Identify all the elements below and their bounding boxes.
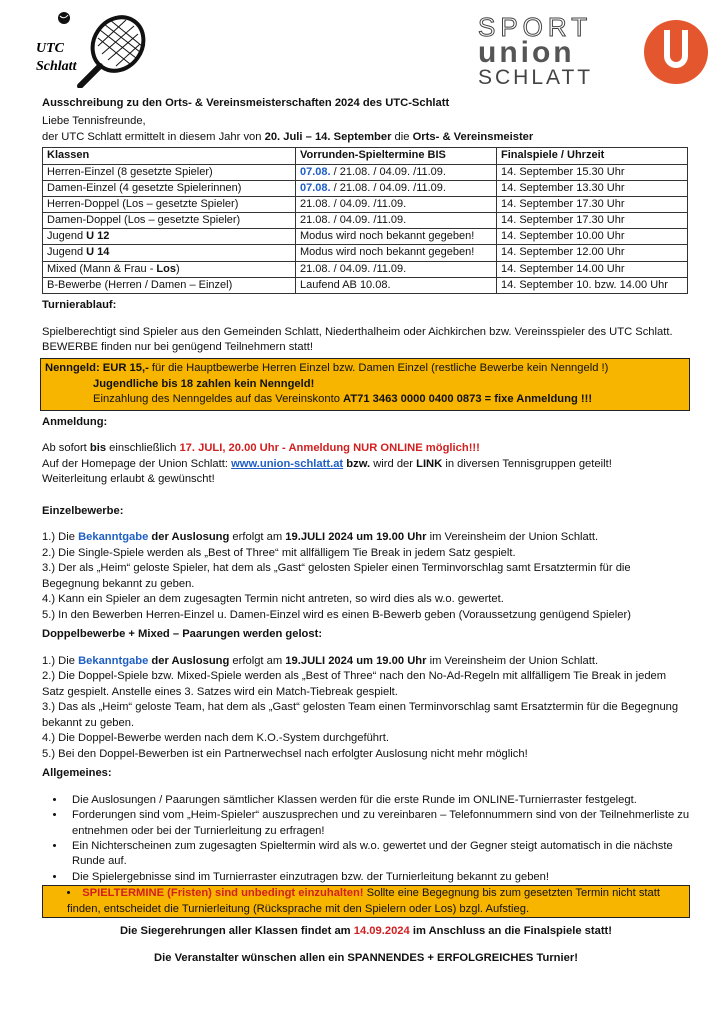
einzel-item-5: 5.) In den Bewerben Herren-Einzel u. Damen-Einzel wird es einen B-Bewerb geben (Voraussetzung genügend Spieler) [42,608,631,621]
tennis-racket-icon [30,8,160,88]
einzel-item-3: 3.) Der als „Heim“ geloste Spieler, hat dem als „Gast“ gelosten Spieler einen Terminvorschlag samt Ersatztermin für die Begegnung bekannt zu geben. [42,562,631,590]
logo-union-text: union [478,36,575,69]
table-row: Jugend U 14 Modus wird noch bekannt gegeben! 14. September 12.00 Uhr [43,245,688,261]
doppel-heading: Doppelbewerbe + Mixed – Paarungen werden gelost: [42,628,323,641]
doppel-item-1: 1.) Die Bekanntgabe der Auslosung erfolgt am 19.JULI 2024 um 19.00 Uhr im Vereinsheim der Union Schlatt. [42,654,599,667]
greeting: Liebe Tennisfreunde, [42,115,146,128]
table-row: Damen-Einzel (4 gesetzte Spielerinnen) 07.08. / 21.08. / 04.09. /11.09. 14. September 13.30 Uhr [43,180,688,196]
doppel-item-5: 5.) Bei den Doppel-Bewerben ist ein Partnerwechsel nach erfolgter Auslosung nicht mehr möglich! [42,747,528,760]
homepage-link[interactable]: www.union-schlatt.at [231,457,344,470]
anmeldung-line2: Auf der Homepage der Union Schlatt: www.union-schlatt.at bzw. wird der LINK in diversen Tennisgruppen geteilt! [42,457,612,470]
allgemein-heading: Allgemeines: [42,766,112,779]
einzel-item-1: 1.) Die Bekanntgabe der Auslosung erfolgt am 19.JULI 2024 um 19.00 Uhr im Vereinsheim der Union Schlatt. [42,531,599,544]
schedule-table [42,147,688,294]
table-row: Herren-Einzel (8 gesetzte Spieler) 07.08. / 21.08. / 04.09. /11.09. 14. September 15.30 Uhr [43,164,688,180]
list-item: • Forderungen sind vom „Heim-Spieler“ auszusprechen und zu vereinbaren – Telefonnummern sind von der Teilnehmerliste zu entnehmen oder bei der Turnierleitung zu erfragen! [66,808,690,839]
intro-line: der UTC Schlatt ermittelt in diesem Jahr von 20. Juli – 14. September die Orts- & Vereinsmeister [42,130,534,143]
anmeldung-line3: Weiterleitung erlaubt & gewünscht! [42,473,215,486]
deadline-notice: • SPIELTERMINE (Fristen) sind unbedingt einzuhalten! Sollte eine Begegnung bis zum gesetzten Termin nicht statt finden, entscheidet die Turnierleitung (Rücksprache mit den Spielern oder Los) bzgl. Aufstieg. [42,885,690,918]
einzel-item-2: 2.) Die Single-Spiele werden als „Best of Three“ mit allfälligem Tie Break in jedem Satz gespielt. [42,546,516,559]
union-u-icon [644,20,708,84]
logo-schlatt-sub-text: SCHLATT [478,66,594,86]
table-header-row: Klassen Vorrunden-Spieltermine BIS Finalspiele / Uhrzeit [43,148,688,164]
table-row: B-Bewerbe (Herren / Damen – Einzel) Laufend AB 10.08. 14. September 10. bzw. 14.00 Uhr [43,277,688,293]
nenngeld-box: Nenngeld: EUR 15,- für die Hauptbewerbe Herren Einzel bzw. Damen Einzel (restliche Bewerbe kein Nenngeld !) Jugendliche bis 18 zahlen kein Nenngeld! Einzahlung des Nenngeldes auf das Vereinskonto AT71 3463 0000 0400 0873 = fixe Anmeldung !!! [40,358,690,410]
list-item: • Ein Nichterscheinen zum zugesagten Spieltermin wird als w.o. gewertet und der Gegner steigt automatisch in die nächste Runde auf. [66,839,690,870]
doppel-item-4: 4.) Die Doppel-Bewerbe werden nach dem K.O.-System durchgeführt. [42,732,389,745]
allgemein-list [42,793,690,919]
einzel-item-4: 4.) Kann ein Spieler an dem zugesagten Termin nicht antreten, so wird dies als w.o. gewertet. [42,593,504,606]
table-row: Mixed (Mann & Frau - Los) 21.08. / 04.09. /11.09. 14. September 14.00 Uhr [43,261,688,277]
footer-line1: Die Siegerehrungen aller Klassen findet am 14.09.2024 im Anschluss an die Finalspiele statt! [119,925,613,938]
sport-union-logo [478,14,712,86]
table-row: Herren-Doppel (Los – gesetzte Spieler) 21.08. / 04.09. /11.09. 14. September 17.30 Uhr [43,196,688,212]
document-body [42,96,690,978]
utc-logo [30,8,160,88]
ablauf-heading: Turnierablauf: [42,298,117,311]
list-item: • Die Spielergebnisse sind im Turnierraster einzutragen bzw. der Turnierleitung bekannt zu geben! [66,870,690,885]
doppel-item-3: 3.) Das als „Heim“ geloste Team, hat dem als „Gast“ gelosten Team einen Terminvorschlag samt Ersatztermin für die Begegnung bekannt zu geben. [42,701,679,729]
anmeldung-heading: Anmeldung: [42,415,108,428]
einzel-heading: Einzelbewerbe: [42,504,124,517]
table-row: Damen-Doppel (Los – gesetzte Spieler) 21.08. / 04.09. /11.09. 14. September 17.30 Uhr [43,213,688,229]
page-title: Ausschreibung zu den Orts- & Vereinsmeisterschaften 2024 des UTC-Schlatt [42,97,450,109]
list-item: • Die Auslosungen / Paarungen sämtlicher Klassen werden für die erste Runde im ONLINE-Turnierraster festgelegt. [66,793,690,808]
logo-sport-text: SPORT [478,14,593,42]
table-row: Jugend U 12 Modus wird noch bekannt gegeben! 14. September 10.00 Uhr [43,229,688,245]
anmeldung-line1: Ab sofort bis einschließlich 17. JULI, 20.00 Uhr - Anmeldung NUR ONLINE möglich!!! [42,442,480,455]
footer-line2: Die Veranstalter wünschen allen ein SPANNENDES + ERFOLGREICHES Turnier! [154,951,578,964]
logo-schlatt-text: Schlatt [36,59,77,74]
logo-utc-text: UTC [36,41,64,56]
ablauf-text: Spielberechtigt sind Spieler aus den Gemeinden Schlatt, Niederthalheim oder Aichkirchen bzw. Vereinsspieler des UTC Schlatt. BEWERBE finden nur bei genügend Teilnehmern statt! [42,325,673,353]
doppel-item-2: 2.) Die Doppel-Spiele bzw. Mixed-Spiele werden als „Best of Three“ nach den No-Ad-Regeln mit allfälligem Tie Break in jedem Satz gespielt. Anstelle eines 3. Satzes wird ein Match-Tiebreak gespielt. [42,670,667,698]
